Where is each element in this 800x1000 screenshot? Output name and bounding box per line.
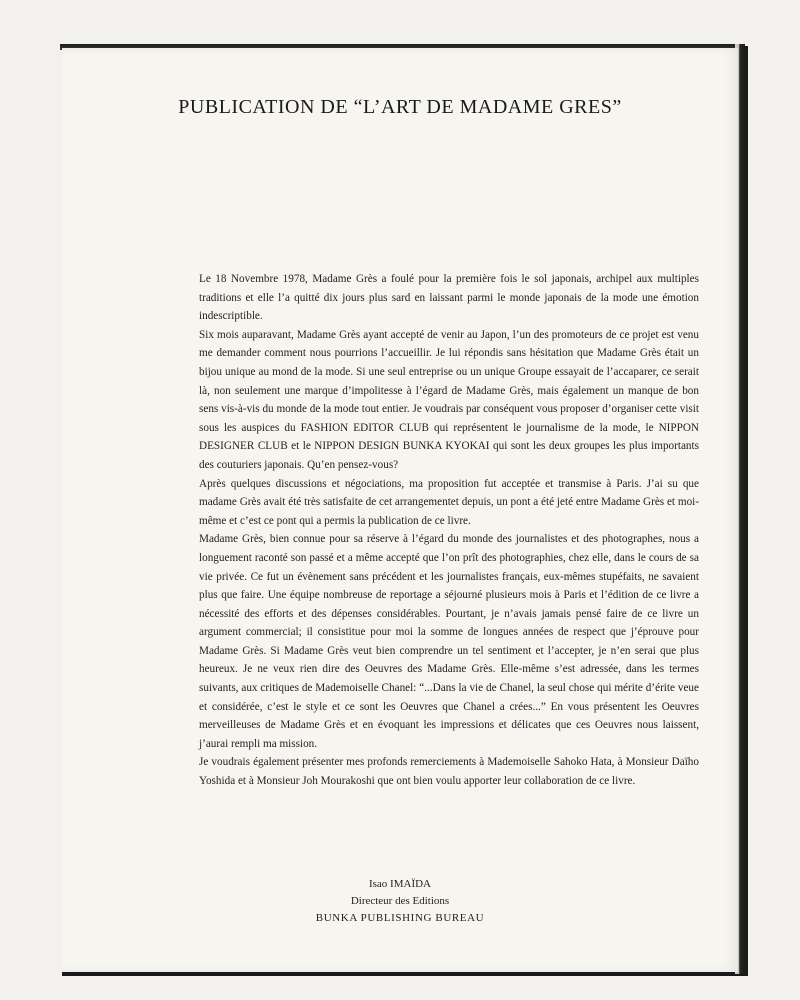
paragraph-3: Après quelques discussions et négociations, ma proposition fut acceptée et transmise à Paris. J’ai su que madame Grès avait été très satisfaite de cet arrangementet depuis, un pont a été jeté entre Madame Grès et moi-même et c’est ce pont qui a permis la publication de ce livre. xyxy=(199,477,699,527)
signature-organization: BUNKA PUBLISHING BUREAU xyxy=(315,912,485,924)
page-title: PUBLICATION DE “L’ART DE MADAME GRES” xyxy=(178,96,622,118)
signature-block xyxy=(62,876,738,927)
paragraph-1: Le 18 Novembre 1978, Madame Grès a foulé pour la première fois le sol japonais, archipel aux multiples traditions et elle l’a quitté dix jours plus sard en laissant parmi le monde japonais de la mode une émotion indescriptible. xyxy=(199,273,699,323)
paragraph-2: Six mois auparavant, Madame Grès ayant accepté de venir au Japon, l’un des promoteurs de ce projet est venu me demander comment nous pourrions l’accueillir. Je lui répondis sans hésitation que Madame Grès était un bijou unique au mond de la mode. Si une seul entreprise ou un unique Groupe essayait de l’accaparer, ce serait là, non seulement une marque d’impolitesse à l’égard de Madame Grès, mais également un manque de bon sens vis-à-vis du monde de la mode tout entier. Je voudrais par conséquent vous proposer d’organiser cette visit sous les auspices du FASHION EDITOR CLUB qui représentent le journalisme de la mode, le NIPPON DESIGNER CLUB et le NIPPON DESIGN BUNKA KYOKAI qui sont les deux groupes les plus importants des couturiers japonais. Qu’en pensez-vous? xyxy=(199,328,699,471)
book-page xyxy=(62,48,738,972)
body-text xyxy=(199,270,699,791)
signature-name: Isao IMAÏDA xyxy=(368,878,431,890)
paragraph-4: Madame Grès, bien connue pour sa réserve à l’égard du monde des journalistes et des photographes, nous a longuement raconté son passé et a même accepté que l’on prît des photographies, chez elle, dans le cours de sa vie privée. Ce fut un évènement sans précédent et les journalistes français, eux-mêmes stupéfaits, ne savaient plus que faire. Une équipe nombreuse de reportage a séjourné plusieurs mois à Paris et l’édition de ce livre a nécessité des efforts et des dépenses considérables. Pourtant, je n’avais jamais pensé faire de ce livre un argument commercial; il consistitue pour moi la somme de longues années de respect que j’éprouve pour Madame Grès. Si Madame Grès veut bien comprendre un tel sentiment et l’accepter, je n’en serai que plus heureux. Je ne veux rien dire des Oeuvres des Madame Grès. Elle-même s’est adressée, dans les termes suivants, aux critiques de Mademoiselle Chanel: “...Dans la vie de Chanel, la seul chose qui mérite d’érite veue et considérée, c’est le style et ce sont les Oeuvres que Chanel a crées...” En vous présentent les Oeuvres merveilleuses de Madame Grès et en évoquant les impressions et délicates que ces Oeuvres nous laissent, j’aurai rempli ma mission. xyxy=(199,533,699,750)
paragraph-5: Je voudrais également présenter mes profonds remerciements à Mademoiselle Sahoko Hata, à Monsieur Daïho Yoshida et à Monsieur Joh Mourakoshi que ont bien voulu apporter leur collaboration de ce livre. xyxy=(199,756,699,788)
signature-role: Directeur des Editions xyxy=(350,895,450,907)
